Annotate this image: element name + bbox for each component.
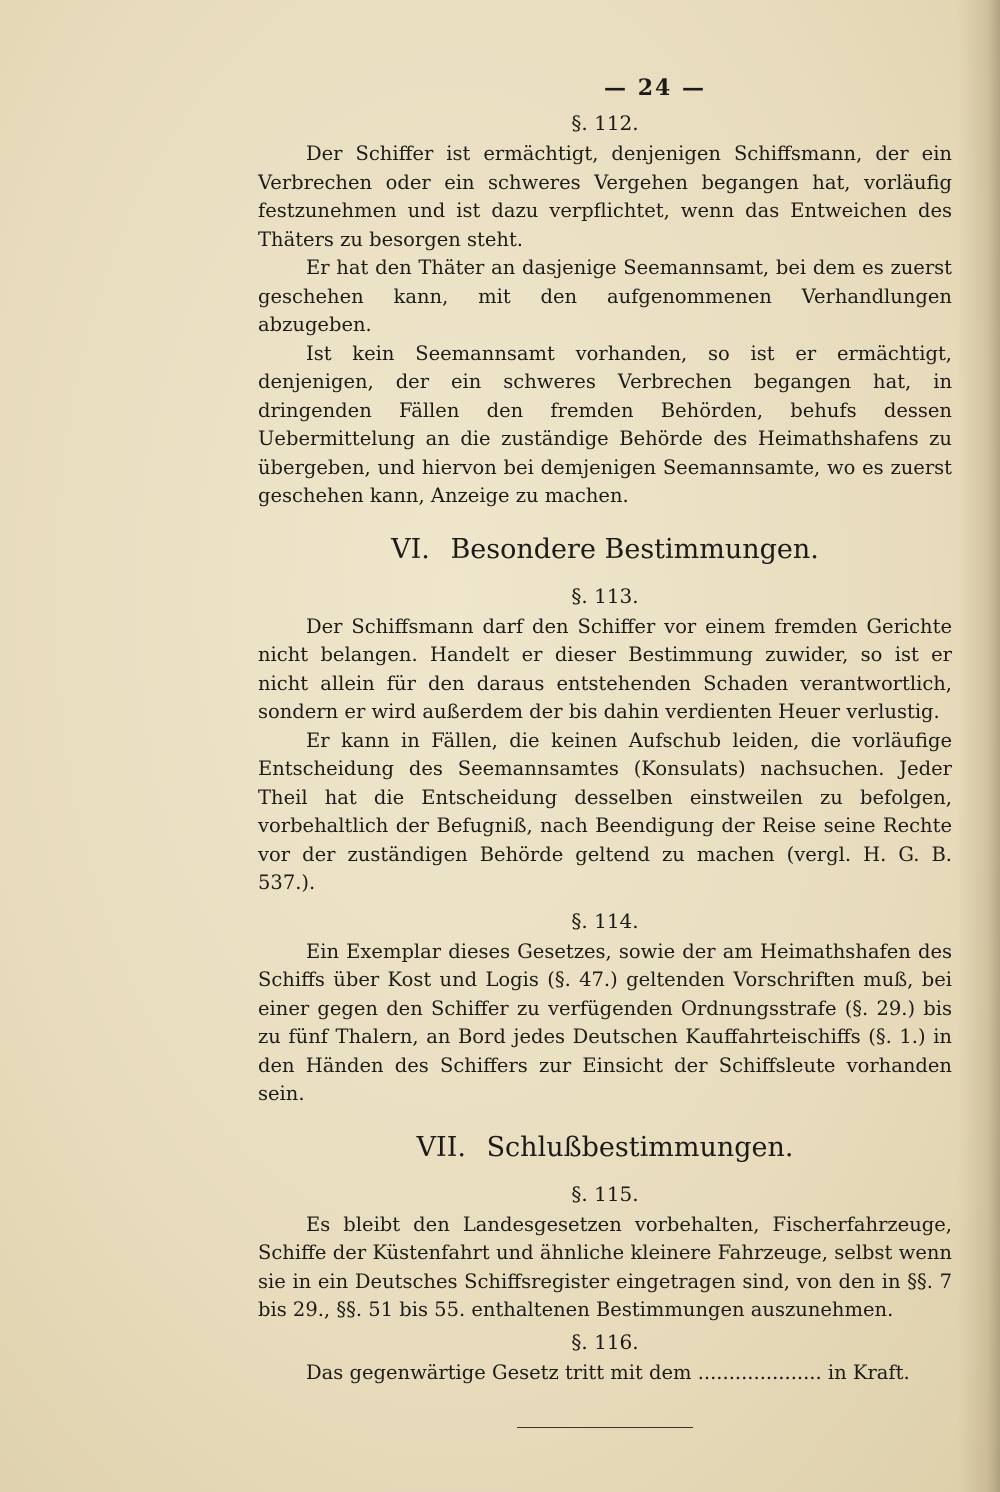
page-number: — 24 — <box>604 75 706 101</box>
document-body <box>258 70 952 1428</box>
paragraph: Das gegenwärtige Gesetz tritt mit dem .................... in Kraft. <box>306 1360 910 1384</box>
paragraph: Der Schiffsmann darf den Schiffer vor einem fremden Gerichte nicht belangen. Handelt er dieser Bestimmung zuwider, so ist er nicht allein für den daraus entstehenden Schaden verantwortlich, sondern er wird außerdem der bis dahin verdienten Heuer verlustig. <box>258 614 952 723</box>
paragraph: Er hat den Thäter an dasjenige Seemannsamt, bei dem es zuerst geschehen kann, mit den aufgenommenen Verhandlungen abzugeben. <box>258 256 952 336</box>
part-title: Schlußbestimmungen. <box>486 1131 794 1163</box>
part-numeral: VII. <box>416 1131 466 1163</box>
section-heading-116: §. 116. <box>571 1329 639 1354</box>
paragraph: Es bleibt den Landesgesetzen vorbehalten, Fischerfahrzeuge, Schiffe der Küstenfahrt und ähnliche kleinere Fahrzeuge, selbst wenn sie in ein Deutsches Schiffsregister eingetragen sind, von den in §§. 7 bis 29., §§. 51 bis 55. enthaltenen Bestimmungen auszunehmen. <box>258 1212 952 1321</box>
part-numeral: VI. <box>391 533 430 565</box>
part-title: Besondere Bestimmungen. <box>450 533 819 565</box>
section-heading-112: §. 112. <box>571 111 639 135</box>
part-heading-vi <box>258 521 952 579</box>
section-heading-113: §. 113. <box>571 583 639 608</box>
section-heading-114: §. 114. <box>571 908 639 933</box>
part-heading-vii <box>258 1119 952 1177</box>
paragraph: Der Schiffer ist ermächtigt, denjenigen Schiffsmann, der ein Verbrechen oder ein schweres Vergehen begangen hat, vorläufig festzunehmen und ist dazu verpflichtet, wenn das Entweichen des Thäters zu besorgen steht. <box>258 142 952 251</box>
paragraph: Er kann in Fällen, die keinen Aufschub leiden, die vorläufige Entscheidung des Seemannsamtes (Konsulats) nachsuchen. Jeder Theil hat die Entscheidung desselben einstweilen zu befolgen, vorbehaltlich der Befugniß, nach Beendigung der Reise seine Rechte vor der zuständigen Behörde geltend zu machen (vergl. H. G. B. 537.). <box>258 728 952 894</box>
closing-rule <box>517 1427 693 1428</box>
paragraph: Ist kein Seemannsamt vorhanden, so ist er ermächtigt, denjenigen, der ein schweres Verbrechen begangen hat, in dringenden Fällen den fremden Behörden, behufs dessen Uebermittelung an die zuständige Behörde des Heimathshafens zu übergeben, und hiervon bei demjenigen Seemannsamte, wo es zuerst geschehen kann, Anzeige zu machen. <box>258 341 952 507</box>
page-edge-shadow <box>958 0 1000 1492</box>
paragraph: Ein Exemplar dieses Gesetzes, sowie der am Heimathshafen des Schiffs über Kost und Logis (§. 47.) geltenden Vorschriften muß, bei einer gegen den Schiffer zu verfügenden Ordnungsstrafe (§. 29.) bis zu fünf Thalern, an Bord jedes Deutschen Kauffahrteischiffs (§. 1.) in den Händen des Schiffers zur Einsicht der Schiffsleute vorhanden sein. <box>258 939 952 1105</box>
section-heading-115: §. 115. <box>571 1181 639 1206</box>
